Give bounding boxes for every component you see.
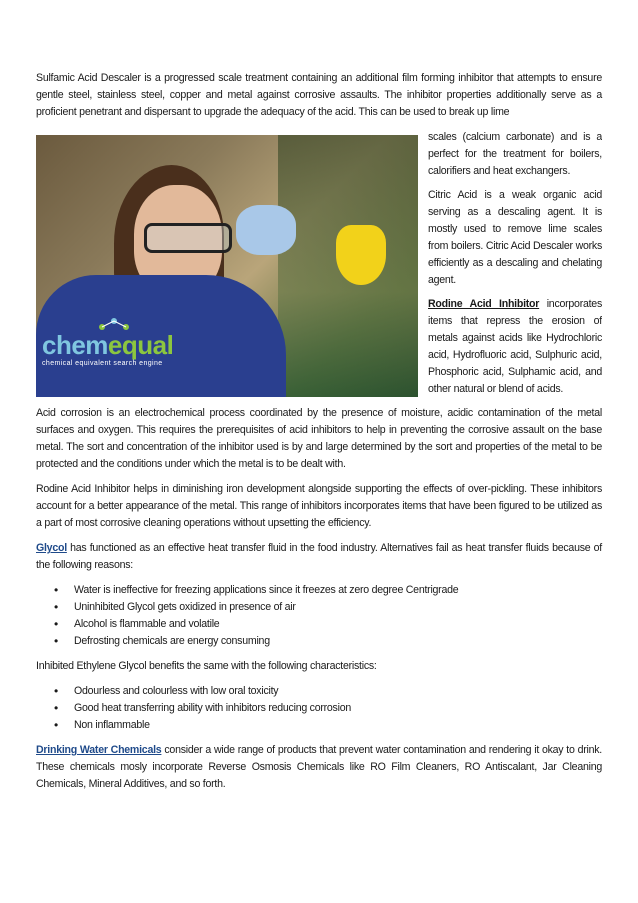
glycol-reasons-list xyxy=(36,582,602,650)
list-item: • Water is ineffective for freezing applications since it freezes at zero degree Centrigrade xyxy=(74,582,602,599)
drinking-water-link[interactable]: Drinking Water Chemicals xyxy=(36,744,162,756)
glycol-link[interactable]: Glycol xyxy=(36,542,67,554)
logo-equal: equal xyxy=(107,330,174,360)
glycol-paragraph xyxy=(36,540,602,574)
list-item: • Odourless and colourless with low oral toxicity xyxy=(74,683,602,700)
logo-tagline: chemical equivalent search engine xyxy=(42,360,163,367)
side-paragraph-3-text: incorporates items that repress the erosion of metals against acids like Hydrochloric acid, Hydrofluoric acid, Sulphuric acid, Phosphoric acid, Sulphamic acid, and other natural or blend of acids. xyxy=(428,298,602,395)
lab-photo xyxy=(36,135,418,397)
side-paragraph-3 xyxy=(428,296,602,398)
rodine-paragraph: Rodine Acid Inhibitor helps in diminishing iron development alongside supporting the effects of over-pickling. These inhibitors account for a better appearance of the metal. This range of inhibitors incorporates items that have been figured to be utilized as a part of most corrosive cleaning operations without upsetting the efficiency. xyxy=(36,483,602,529)
list-item: • Good heat transferring ability with inhibitors reducing corrosion xyxy=(74,700,602,717)
corrosion-paragraph: Acid corrosion is an electrochemical process coordinated by the presence of moisture, acidic contamination of the metal surfaces and oxygen. This requires the prerequisites of acid inhibitors to help in preventing the corrosive assault on the base metal. The sort and concentration of the inhibitor used is by and large determined by the sort and properties of the metal to be protected and the conditions under which the metal is to be dealt with. xyxy=(36,407,602,470)
intro-paragraph: Sulfamic Acid Descaler is a progressed scale treatment containing an additional film forming inhibitor that attempts to ensure gentle steel, stainless steel, copper and metal against corrosive assaults. The inhibitor properties additionally serve as a proficient penetrant and dispersant to upgrade the adequacy of the acid. This can be used to break up lime xyxy=(36,72,602,118)
list-item: • Defrosting chemicals are energy consuming xyxy=(74,633,602,650)
list-item: • Uninhibited Glycol gets oxidized in presence of air xyxy=(74,599,602,616)
side-column xyxy=(428,129,602,405)
side-paragraph-1: scales (calcium carbonate) and is a perfect for the treatment for boilers, calorifiers and heat exchangers. xyxy=(428,131,602,177)
ethylene-list xyxy=(36,683,602,734)
document-page xyxy=(36,70,602,801)
glove xyxy=(236,205,296,255)
rodine-link[interactable]: Rodine Acid Inhibitor xyxy=(428,298,540,310)
glycol-text: has functioned as an effective heat transfer fluid in the food industry. Alternatives fail as heat transfer fluids because of the following reasons: xyxy=(36,542,602,571)
list-item: • Non inflammable xyxy=(74,717,602,734)
side-paragraph-2: Citric Acid is a weak organic acid serving as a descaling agent. It is mostly used to remove lime scales from boilers. Citric Acid Descaler works efficiently as a descaling and chelating agent. xyxy=(428,189,602,286)
safety-goggles xyxy=(144,223,232,253)
drinking-water-text: consider a wide range of products that prevent water contamination and rendering it okay to drink. These chemicals mosly incorporate Reverse Osmosis Chemicals like RO Film Cleaners, RO Antiscalant, Jar Cleaning Chemicals, Mineral Additives, and so forth. xyxy=(36,744,602,790)
yellow-liquid xyxy=(336,225,386,285)
logo-wordmark xyxy=(42,331,242,359)
ethylene-intro: Inhibited Ethylene Glycol benefits the same with the following characteristics: xyxy=(36,660,377,672)
logo-chem: chem xyxy=(42,330,108,360)
drinking-water-paragraph xyxy=(36,742,602,793)
list-item: • Alcohol is flammable and volatile xyxy=(74,616,602,633)
chemequal-logo xyxy=(42,331,242,379)
